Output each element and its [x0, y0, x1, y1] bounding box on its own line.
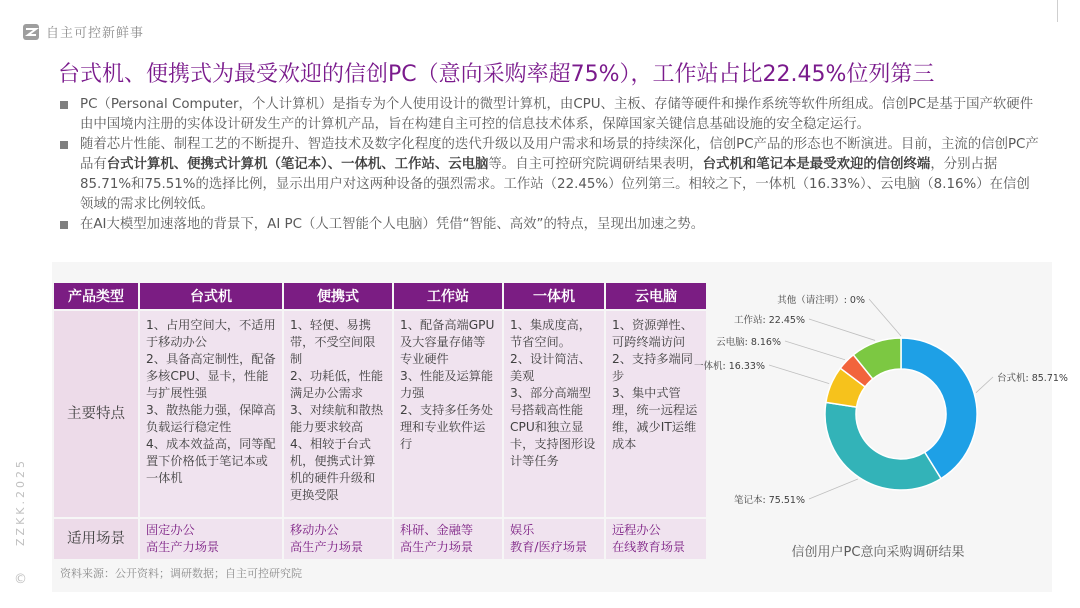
leader-line	[869, 299, 901, 336]
table-row-label: 适用场景	[54, 519, 138, 559]
leader-line	[809, 479, 858, 499]
bullet-square-icon	[60, 221, 68, 229]
table-header-cell: 工作站	[394, 283, 502, 309]
leader-line	[976, 377, 993, 393]
table-cell: 1、轻便、易携带，不受空间限制 2、功耗低，性能满足办公需求 3、对续航和散热能力要求较高 4、相较于台式机，便携式计算机的硬件升级和更换受限	[284, 311, 392, 517]
slice-label: 一体机: 16.33%	[694, 361, 765, 372]
bullet-square-icon	[60, 141, 68, 149]
copyright-icon: ©	[14, 572, 27, 587]
table-cell: 1、集成度高，节省空间。 2、设计简洁、美观 3、部分高端型号搭载高性能CPU和独立显卡，支持图形设计等任务	[504, 311, 604, 517]
donut-chart	[694, 281, 1068, 543]
bullet-text: 随着芯片性能、制程工艺的不断提升、智造技术及数字化程度的迭代升级以及用户需求和场景的持续深化，信创PC产品的形态也不断演进。目前，主流的信创PC产品有	[80, 137, 1039, 172]
table-header-cell: 一体机	[504, 283, 604, 309]
table-header-row	[54, 283, 706, 309]
bullet-bold-text: 台式计算机、便携式计算机（笔记本）、一体机、工作站、云电脑	[106, 157, 489, 172]
table-cell: 科研、金融等 高生产力场景	[394, 519, 502, 559]
table-cell: 移动办公 高生产力场景	[284, 519, 392, 559]
slice-label: 台式机: 85.71%	[997, 373, 1068, 384]
table-cell: 1、配备高端GPU及大容量存储等专业硬件 3、性能及运算能力强 2、支持多任务处理和专业软件运行	[394, 311, 502, 517]
comparison-table	[52, 281, 708, 561]
table-header-cell: 云电脑	[606, 283, 706, 309]
header-divider	[1057, 0, 1058, 22]
bullet-item	[58, 215, 1043, 235]
donut-slice	[825, 402, 941, 490]
chart-title: 信创用户PC意向采购调研结果	[791, 545, 965, 560]
table-cell: 1、占用空间大，不适用于移动办公 2、具备高定制性，配备多核CPU、显卡，性能与扩展性强 3、散热能力强，保障高负载运行稳定性 4、成本效益高，同等配置下价格低于笔记本或一体机	[140, 311, 282, 517]
table-header-cell: 产品类型	[54, 283, 138, 309]
page-title: 台式机、便携式为最受欢迎的信创PC（意向采购率超75%），工作站占比22.45%位列第三	[58, 62, 935, 87]
leader-line	[769, 365, 829, 384]
brand-logo-icon	[22, 23, 40, 41]
bullet-text: ，分别占据85.71%和75.51%的选择比例，显示出用户对这两种设备的强烈需求。工作站（22.45%）位列第三。相较之下，一体机（16.33%）、云电脑（8.16%）在信创领域的需求比例较低。	[80, 157, 1030, 212]
leader-line	[785, 341, 845, 360]
table-header-cell: 台式机	[140, 283, 282, 309]
slice-label: 笔记本: 75.51%	[734, 495, 805, 506]
watermark-text: ZZKK.2025	[14, 458, 27, 546]
table-header-cell: 便携式	[284, 283, 392, 309]
table-row-label: 主要特点	[54, 311, 138, 517]
bullet-square-icon	[60, 101, 68, 109]
bullet-item	[58, 135, 1043, 215]
bullet-text: 在AI大模型加速落地的背景下，AI PC（人工智能个人电脑）凭借“智能、高效”的特点，呈现出加速之势。	[80, 217, 705, 232]
table-row	[54, 311, 706, 517]
slice-label: 工作站: 22.45%	[734, 315, 805, 326]
table-row	[54, 519, 706, 559]
bullet-text: 等。自主可控研究院调研结果表明，	[488, 157, 703, 172]
slice-label: 其他（请注明）: 0%	[777, 295, 865, 306]
slice-label: 云电脑: 8.16%	[716, 337, 781, 348]
intro-bullets	[58, 95, 1043, 235]
leader-line	[809, 319, 875, 340]
brand	[22, 22, 144, 41]
source-note: 资料来源：公开资料；调研数据；自主可控研究院	[60, 567, 302, 580]
bullet-item	[58, 95, 1043, 135]
table-cell: 远程办公 在线教育场景	[606, 519, 706, 559]
bullet-bold-text: 台式机和笔记本是最受欢迎的信创终端	[702, 157, 931, 172]
table-cell: 固定办公 高生产力场景	[140, 519, 282, 559]
bullet-text: PC（Personal Computer，个人计算机）是指专为个人使用设计的微型计算机，由CPU、主板、存储等硬件和操作系统等软件所组成。信创PC是基于国产软硬件由中国境内注册的实体设计研发生产的计算机产品，旨在构建自主可控的信息技术体系，保障国家关键信息基础设施的安全稳定运行。	[80, 97, 1034, 132]
table-cell: 1、资源弹性、可跨终端访问 2、支持多端同步 3、集中式管理，统一远程运维，减少IT运维成本	[606, 311, 706, 517]
brand-name: 自主可控新鲜事	[46, 26, 145, 41]
table-cell: 娱乐 教育/医疗场景	[504, 519, 604, 559]
